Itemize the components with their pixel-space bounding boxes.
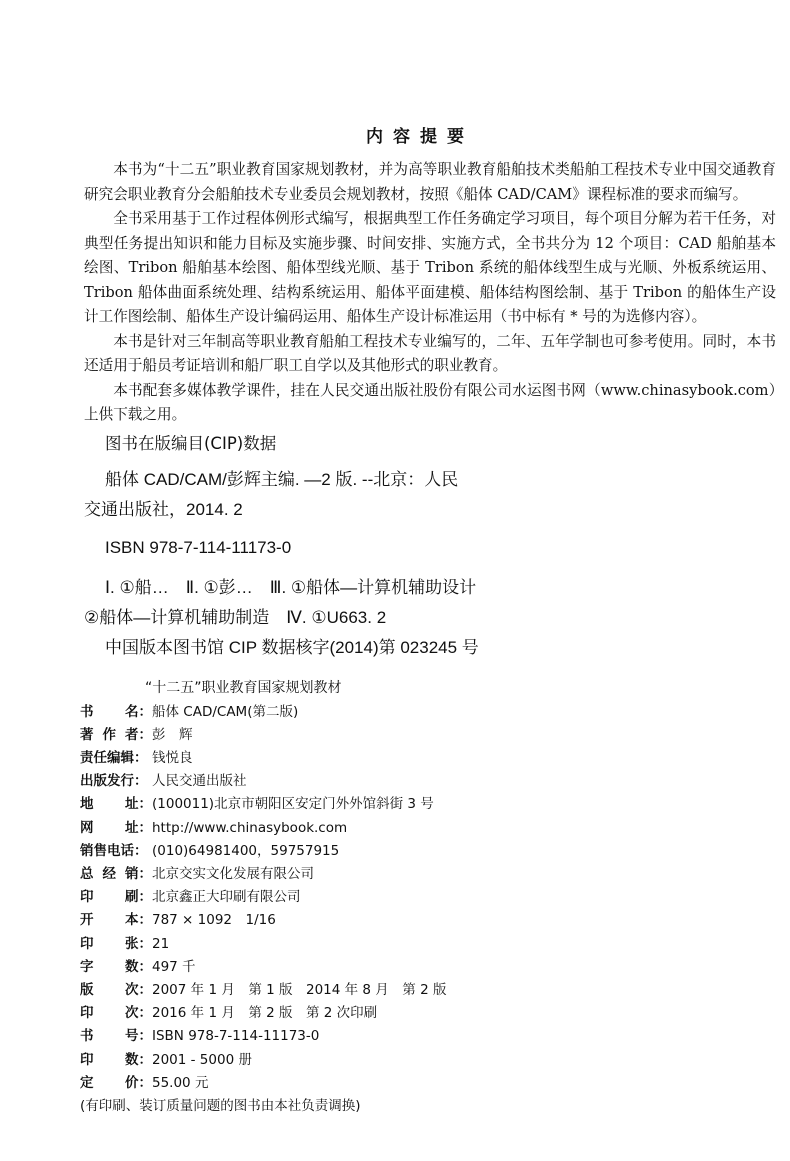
info-row <box>80 909 790 932</box>
info-row <box>80 886 790 909</box>
info-label-part: 号： <box>125 1028 152 1045</box>
info-label-part: 书 <box>80 1028 94 1045</box>
info-label-part: 开 <box>80 912 94 929</box>
info-label <box>80 909 152 932</box>
info-value: 人民交通出版社 <box>152 773 247 790</box>
info-value: 21 <box>152 935 170 952</box>
info-label-part: 次： <box>125 981 152 998</box>
abstract <box>84 158 776 428</box>
info-row <box>80 817 790 840</box>
info-value: 2007 年 1 月 第 1 版 2014 年 8 月 第 2 版 <box>152 981 447 998</box>
info-value: 彭 辉 <box>152 726 193 743</box>
info-label-part: 印 <box>80 1005 94 1022</box>
info-label <box>80 724 152 747</box>
info-label-part: 址： <box>125 796 152 813</box>
info-label <box>80 1002 152 1025</box>
info-label-part: 网 <box>80 819 94 836</box>
info-label-part: 总 <box>80 865 94 882</box>
info-row <box>80 724 790 747</box>
info-label-part: 书 <box>80 703 94 720</box>
cip-line: 交通出版社，2014. 2 <box>84 499 243 519</box>
info-row <box>80 840 790 863</box>
info-label <box>80 979 152 1002</box>
info-row <box>80 793 790 816</box>
abstract-paragraph: 本书配套多媒体教学课件，挂在人民交通出版社股份有限公司水运图书网（www.chinasybook.com）上供下载之用。 <box>84 381 776 423</box>
info-value: 497 千 <box>152 958 196 975</box>
info-label-part: 刷： <box>125 889 152 906</box>
info-label-part: 数： <box>125 1051 152 1068</box>
info-label-part: 作 <box>102 726 116 743</box>
info-label-part: 者： <box>125 726 152 743</box>
info-label <box>80 933 152 956</box>
info-value: ISBN 978-7-114-11173-0 <box>152 1028 320 1045</box>
info-label <box>80 1072 152 1095</box>
info-label-part: 址： <box>125 819 152 836</box>
info-label-part: 张： <box>125 935 152 952</box>
info-label <box>80 840 152 863</box>
info-row <box>80 863 790 886</box>
info-label-part: 著 <box>80 726 94 743</box>
info-label-part: 本： <box>125 912 152 929</box>
info-value: 北京鑫正大印刷有限公司 <box>152 889 301 906</box>
info-row <box>80 701 790 724</box>
info-value: 北京交实文化发展有限公司 <box>152 865 314 882</box>
info-label-part: 地 <box>80 796 94 813</box>
info-value: 787 × 1092 1/16 <box>152 912 276 929</box>
info-label-part: 经 <box>102 865 116 882</box>
info-label-part: 价： <box>125 1074 152 1091</box>
info-label <box>80 863 152 886</box>
quality-note: (有印刷、装订质量问题的图书由本社负责调换) <box>80 1097 361 1114</box>
abstract-paragraph: 全书采用基于工作过程体例形式编写，根据典型工作任务确定学习项目，每个项目分解为若干任务，对典型任务提出知识和能力目标及实施步骤、时间安排、实施方式，全书共分为 12 个项目：CAD 船舶基本绘图、Tribon 船舶基本绘图、船体型线光顺、基于 Tribon 系统的船体线型生成与光顺、外板系统运用、Tribon 船体曲面系统处理、结构系统运用、船体平面建模、船体结构图绘制、基于 Tribon 的船体生产设计工作图绘制、船体生产设计编码运用、船体生产设计标准运用（书中标有 * 号的为选修内容）。 <box>84 210 776 325</box>
cip-heading: 图书在版编目(CIP)数据 <box>105 433 277 453</box>
info-label <box>80 1025 152 1048</box>
info-label <box>80 793 152 816</box>
info-label-part: 责任编辑： <box>80 749 148 766</box>
info-row <box>80 979 790 1002</box>
info-value: 船体 CAD/CAM(第二版) <box>152 703 299 720</box>
page-title: 内容提要 <box>366 127 474 147</box>
cip-number: 中国版本图书馆 CIP 数据核字(2014)第 023245 号 <box>105 637 479 657</box>
abstract-paragraph: 本书是针对三年制高等职业教育船舶工程技术专业编写的，二年、五年学制也可参考使用。同时，本书还适用于船员考证培训和船厂职工自学以及其他形式的职业教育。 <box>84 332 776 374</box>
info-row <box>80 747 790 770</box>
info-value: 钱悦良 <box>152 749 193 766</box>
info-row <box>80 933 790 956</box>
info-label <box>80 956 152 979</box>
abstract-paragraph: 本书为“十二五”职业教育国家规划教材，并为高等职业教育船舶技术类船舶工程技术专业中国交通教育研究会职业教育分会船舶技术专业委员会规划教材，按照《船体 CAD/CAM》课程标准的要求而编写。 <box>84 161 776 203</box>
info-row <box>80 956 790 979</box>
info-label <box>80 1049 152 1072</box>
info-label-part: 销售电话： <box>80 842 148 859</box>
publication-info <box>80 701 790 1119</box>
info-value: 55.00 元 <box>152 1074 209 1091</box>
info-row <box>80 1002 790 1025</box>
info-label-part: 名： <box>125 703 152 720</box>
info-value: (010)64981400，59757915 <box>152 842 340 859</box>
info-value: 2016 年 1 月 第 2 版 第 2 次印刷 <box>152 1005 378 1022</box>
info-row <box>80 1025 790 1048</box>
info-label-part: 定 <box>80 1074 94 1091</box>
info-label <box>80 747 152 770</box>
info-label-part: 版 <box>80 981 94 998</box>
cip-line: 船体 CAD/CAM/彭辉主编. —2 版. --北京：人民 <box>105 469 459 489</box>
info-label-part: 销： <box>125 865 152 882</box>
info-value: http://www.chinasybook.com <box>152 819 348 836</box>
info-label-part: 印 <box>80 1051 94 1068</box>
cip-line: Ⅰ. ①船… Ⅱ. ①彭… Ⅲ. ①船体—计算机辅助设计 <box>105 577 477 597</box>
info-label <box>80 770 152 793</box>
info-label <box>80 886 152 909</box>
cip-line: ②船体—计算机辅助制造 Ⅳ. ①U663. 2 <box>84 607 387 627</box>
info-row <box>80 1049 790 1072</box>
info-value: (100011)北京市朝阳区安定门外外馆斜街 3 号 <box>152 796 434 813</box>
info-row <box>80 770 790 793</box>
info-label-part: 字 <box>80 958 94 975</box>
series-title: “十二五”职业教育国家规划教材 <box>145 679 342 696</box>
cip-isbn: ISBN 978-7-114-11173-0 <box>105 537 292 557</box>
info-label <box>80 701 152 724</box>
info-label-part: 次： <box>125 1005 152 1022</box>
info-label-part: 印 <box>80 889 94 906</box>
info-value: 2001 - 5000 册 <box>152 1051 252 1068</box>
info-label <box>80 817 152 840</box>
info-label-part: 印 <box>80 935 94 952</box>
info-label-part: 数： <box>125 958 152 975</box>
info-row <box>80 1072 790 1095</box>
info-label-part: 出版发行： <box>80 773 148 790</box>
